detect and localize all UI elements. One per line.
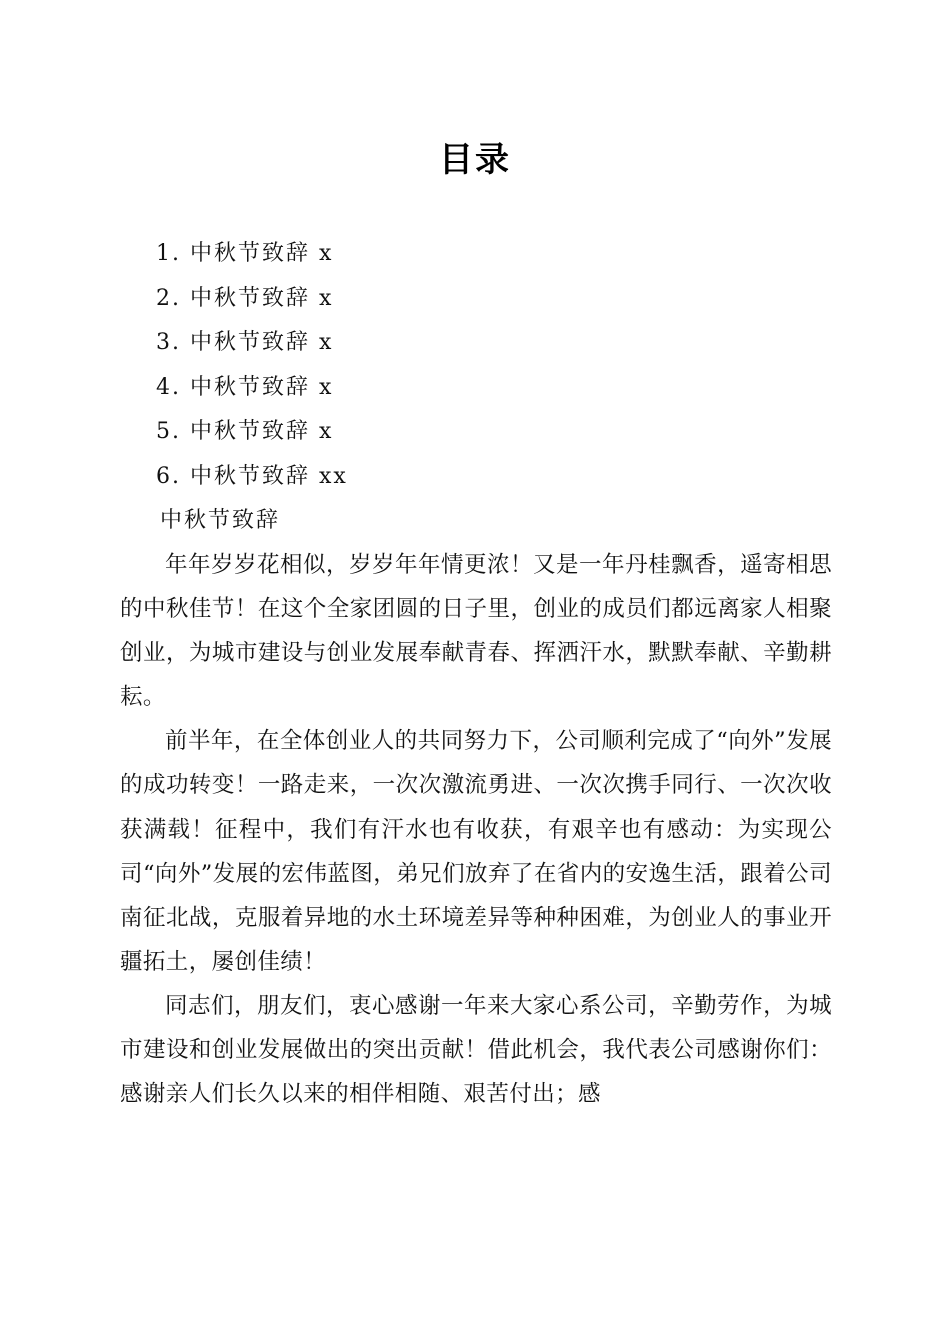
body-text: [120, 543, 832, 1116]
toc-item: 2. 中秋节致辞 x: [156, 285, 334, 311]
paragraph: 同志们，朋友们，衷心感谢一年来大家心系公司，辛勤劳作，为城市建设和创业发展做出的突出贡献！借此机会，我代表公司感谢你们：感谢亲人们长久以来的相伴相随、艰苦付出；感: [120, 992, 832, 1108]
table-of-contents: [156, 232, 348, 500]
toc-item: 6. 中秋节致辞 xx: [156, 463, 348, 489]
toc-item: 3. 中秋节致辞 x: [156, 330, 334, 356]
toc-item: 5. 中秋节致辞 x: [156, 419, 334, 445]
section-heading: 中秋节致辞: [160, 508, 281, 533]
page-title: 目录: [439, 140, 511, 180]
paragraph: 年年岁岁花相似，岁岁年年情更浓！又是一年丹桂飘香，遥寄相思的中秋佳节！在这个全家团圆的日子里，创业的成员们都远离家人相聚创业，为城市建设与创业发展奉献青春、挥洒汗水，默默奉献、辛勤耕耘。: [120, 552, 832, 711]
toc-item: 1. 中秋节致辞 x: [156, 241, 334, 266]
paragraph: 前半年，在全体创业人的共同努力下，公司顺利完成了“向外”发展的成功转变！一路走来，一次次激流勇进、一次次携手同行、一次次收获满载！征程中，我们有汗水也有收获，有艰辛也有感动：为实现公司“向外”发展的宏伟蓝图，弟兄们放弃了在省内的安逸生活，跟着公司南征北战，克服着异地的水土环境差异等种种困难，为创业人的事业开疆拓土，屡创佳绩！: [120, 728, 832, 975]
toc-item: 4. 中秋节致辞 x: [156, 374, 334, 400]
